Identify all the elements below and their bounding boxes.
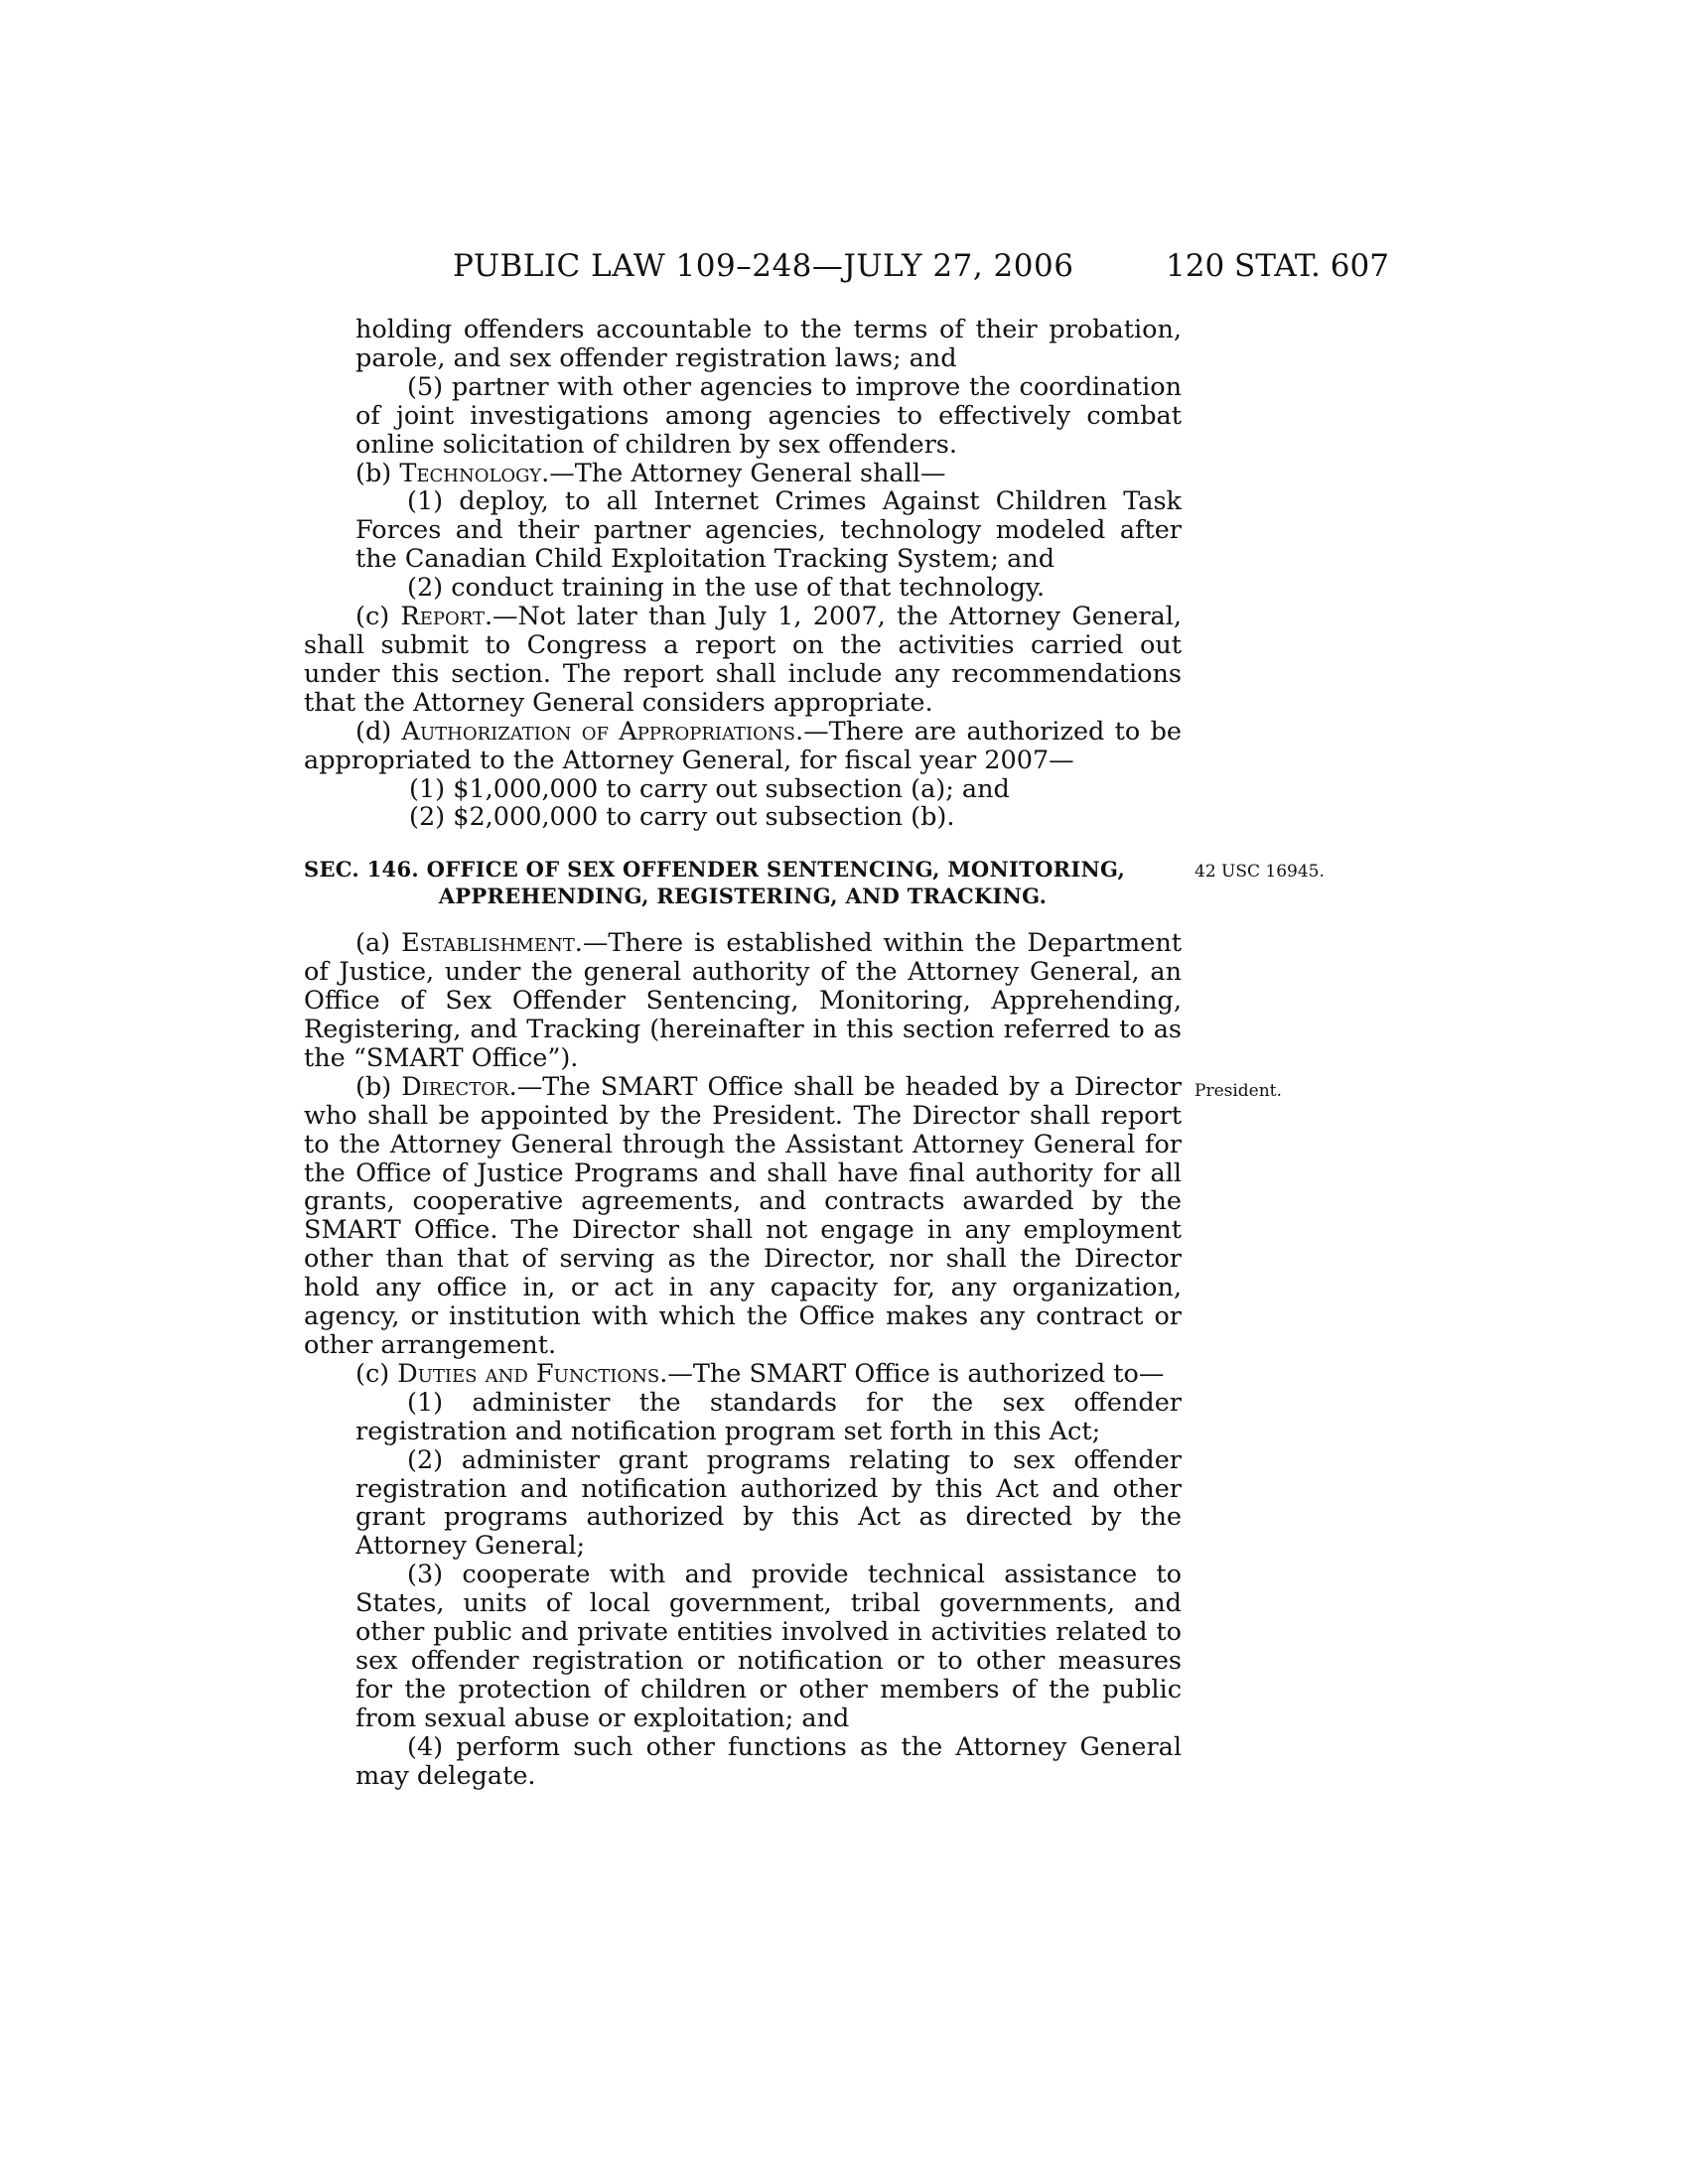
caption-technology: Technology xyxy=(399,458,542,488)
paragraph-continuation: holding offenders accountable to the terms of their probation, parole, and sex offender registration laws; and xyxy=(355,315,1182,373)
subsection-c-duties: (c) Duties and Functions.—The SMART Office is authorized to— xyxy=(355,1358,1165,1389)
caption-appropriations: Authorization of Appropriations xyxy=(401,716,795,747)
caption-establishment: Establishment xyxy=(401,928,575,959)
page-number: 120 STAT. 607 xyxy=(1166,248,1389,284)
subsection-c-report: (c) Report.—Not later than July 1, 2007, the Attorney General, shall submit to Congress a report on the activities carried out under this section. The report shall include any recommendations that the Attorney General considers appropriate. xyxy=(304,602,1182,718)
paragraph-b1: (1) deploy, to all Internet Crimes Against Children Task Forces and their partner agencies, technology modeled after the Canadian Child Exploitation Tracking System; and xyxy=(355,486,1182,575)
subsection-b-director: (b) Director.—The SMART Office shall be headed by a Director who shall be appointed by the President. The Director shall report to the Attorney General through the Assistant Attorney General for the Office of Justice Programs and shall have final authority for all grants, cooperative agreements, and contracts awarded by the SMART Office. The Director shall not engage in any employment other than that of serving as the Director, nor shall the Director hold any office in, or act in any capacity for, any organization, agency, or institution with which the Office makes any contract or other arrangement. xyxy=(304,1071,1182,1360)
statute-body xyxy=(304,316,1182,1791)
paragraph-c2: (2) administer grant programs relating to sex offender registration and notification authorized by this Act and other grant programs authorized by this Act as directed by the Attorney General; xyxy=(355,1444,1182,1562)
caption-director: Director xyxy=(401,1071,509,1102)
caption-report: Report xyxy=(400,602,485,632)
subsection-b-technology: (b) Technology.—The Attorney General shall— xyxy=(355,458,946,488)
subsection-a-establishment: (a) Establishment.—There is established within the Department of Justice, under the general authority of the Attorney General, an Office of Sex Offender Sentencing, Monitoring, Apprehending, Registering, and Tracking (hereinafter in this section referred to as the “SMART Office”). xyxy=(304,928,1182,1073)
subsection-d-appropriations: (d) Authorization of Appropriations.—There are authorized to be appropriated to the Attorney General, for fiscal year 2007— xyxy=(304,716,1183,775)
margin-note-president: President. xyxy=(1195,1081,1282,1101)
section-heading-line1: SEC. 146. OFFICE OF SEX OFFENDER SENTENCING, MONITORING, xyxy=(304,857,1126,883)
section-heading-line2: APPREHENDING, REGISTERING, AND TRACKING. xyxy=(438,884,1048,909)
margin-note-usc: 42 USC 16945. xyxy=(1195,862,1325,882)
paragraph-a5: (5) partner with other agencies to improve the coordination of joint investigations among agencies to effectively combat online solicitation of children by sex offenders. xyxy=(355,371,1182,460)
paragraph-c4: (4) perform such other functions as the Attorney General may delegate. xyxy=(355,1731,1182,1791)
paragraph-b2: (2) conduct training in the use of that technology. xyxy=(407,573,1046,604)
paragraph-d1: (1) $1,000,000 to carry out subsection (a); and xyxy=(409,773,1010,804)
caption-duties: Duties and Functions xyxy=(397,1358,660,1389)
paragraph-c1: (1) administer the standards for the sex offender registration and notification program set forth in this Act; xyxy=(355,1387,1182,1446)
paragraph-d2: (2) $2,000,000 to carry out subsection (b). xyxy=(409,802,955,833)
running-head-title: PUBLIC LAW 109–248—JULY 27, 2006 xyxy=(453,248,1074,284)
section-heading xyxy=(304,856,1182,909)
paragraph-c3: (3) cooperate with and provide technical assistance to States, units of local government, tribal governments, and other public and private entities involved in activities related to sex offender registration or notification or to other measures for the protection of children or other members of the public from sexual abuse or exploitation; and xyxy=(355,1560,1182,1733)
